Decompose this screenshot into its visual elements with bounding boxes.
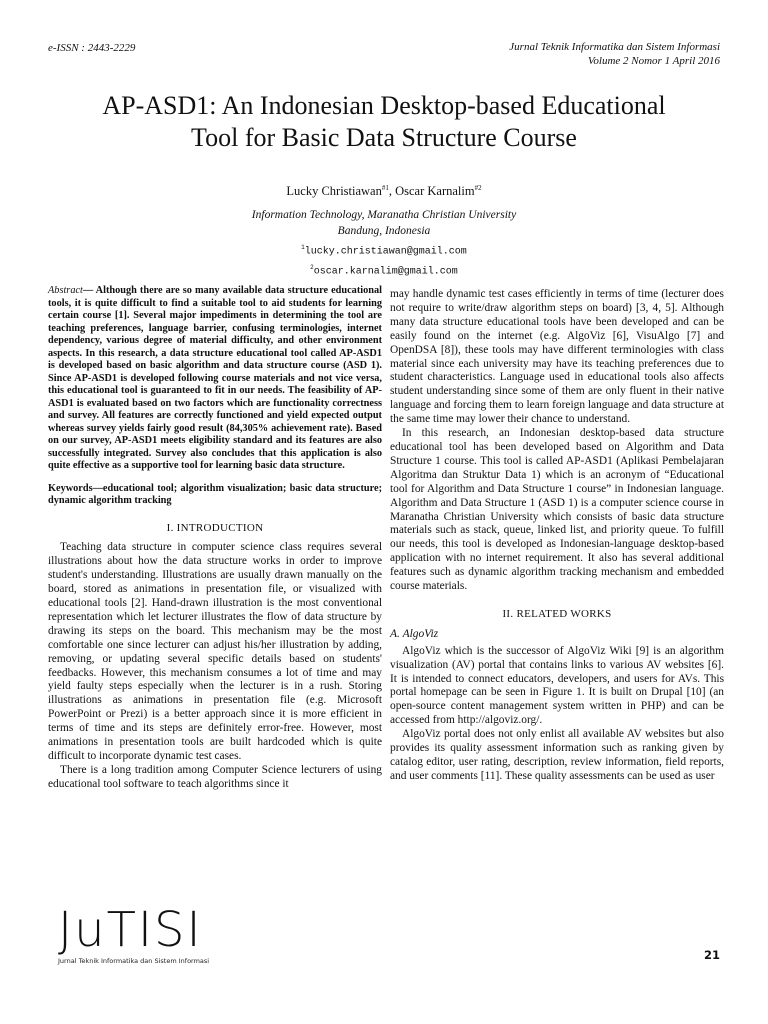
email-1-sup: 1	[301, 244, 305, 251]
intro-paragraph-2: There is a long tradition among Computer Science lecturers of using educational tool software to teach algorithms since it	[48, 763, 382, 790]
title-line-2: Tool for Basic Data Structure Course	[191, 123, 577, 152]
journal-name: Jurnal Teknik Informatika dan Sistem Informasi	[509, 41, 720, 53]
left-column	[48, 285, 382, 792]
page-number: 21	[703, 948, 720, 962]
journal-volume: Volume 2 Nomor 1 April 2016	[587, 55, 720, 67]
author-2: Oscar Karnalim	[395, 184, 475, 199]
right-paragraph-1: may handle dynamic test cases efficiently in terms of time (lecturer does not require to write/draw algorithm steps on board) [3, 4, 5]. Although many data structure educational tools have been developed and can be easily found on the internet (e.g. AlgoViz [6], VisuAlgo [7] and OpenDSA [8]), these tools may have different terminologies with class material since each university may have its teaching preferences due to student characteristics. Language used in educational tools also affects student understanding since some of them are only fluent in their native language and forcing them to learn foreign language and data structure at the same time may lower their chance to understand.	[390, 288, 724, 426]
title-line-1: AP-ASD1: An Indonesian Desktop-based Educational	[102, 91, 666, 120]
section-title-introduction: I. INTRODUCTION	[166, 521, 264, 534]
right-column	[390, 288, 724, 784]
issn-label: e-ISSN : 2443-2229	[48, 42, 136, 54]
email-1[interactable]: lucky.christiawan@gmail.com	[304, 246, 467, 258]
algoviz-paragraph-1: AlgoViz which is the successor of AlgoViz Wiki [9] is an algorithm visualization (AV) portal that contains links to various AV websites [6]. It is intended to connect educators, developers, and users for AVs. This portal homepage can be seen in Figure 1. It is built on Drupal [10] (an open-source content management system written in PHP) and can be accessed from http://algoviz.org/.	[390, 644, 724, 727]
email-2[interactable]: oscar.karnalim@gmail.com	[313, 266, 458, 278]
email-1-row	[0, 240, 768, 260]
logo-subtitle: Jurnal Teknik Informatika dan Sistem Informasi	[58, 957, 210, 965]
author-2-sup: #2	[474, 184, 482, 192]
journal-logo	[58, 902, 210, 965]
paper-title	[40, 90, 728, 154]
keywords: Keywords—educational tool; algorithm visualization; basic data structure; dynamic algorithm tracking	[48, 482, 382, 506]
author-separator: ,	[388, 184, 396, 199]
author-1-sup: #1	[381, 184, 389, 192]
email-2-row	[0, 260, 768, 280]
intro-paragraph-1: Teaching data structure in computer science class requires several illustrations about how the data structure works in order to improve student's understanding. Illustrations are usually drawn manually on the board, stored as animations in presentation file, or visualized with educational tools [2]. Hand-drawn illustration is the most conventional representation which let lecturer illustrates the flow of data structure by drawing its steps on the board. This mechanism may be the most comfortable one since lecturer can adjust his/her illustration by adding, removing, or updating several specific details based on students' feedbacks. However, this mechanism consumes a lot of time and may yield faulty steps especially when the lecturer is in a rush. Storing illustrations as animations in presentation file (e.g. Microsoft PowerPoint or Prezi) is a better approach since it is more efficient in terms of time and its steps are definitely error-free. However, most animations in presentation tools are built hardcoded which is quite difficult to incorporate dynamic test cases.	[48, 541, 382, 762]
affiliation-institution: Information Technology, Maranatha Christian University	[251, 209, 517, 221]
right-paragraph-2: In this research, an Indonesian desktop-based data structure educational tool has been developed based on Algorithm and Data Structure 1 course. This tool is called AP-ASD1 (Aplikasi Pembelajaran Algoritma dan Struktur Data 1) which is an acronym of “Educational tool for Algorithm and Data Structure 1 course” in Indonesian language. Algorithm and Data Structure 1 (ASD 1) is a computer science course in Maranatha Christian University which consists of basic data structure materials such as stack, queue, linked list, and priority queue. To fulfill our needs, this tool is developed as Indonesian-language desktop-based application with no internet requirement. It also has several additional features such as dynamic algorithm tracking mechanism and embedded course materials.	[390, 427, 724, 593]
algoviz-paragraph-2: AlgoViz portal does not only enlist all available AV websites but also provides its quality assessment information such as ranking given by catalog editor, user rating, description, review information, field reports, and user comments [11]. These quality assessments can be used as user	[390, 728, 724, 782]
emails	[0, 240, 768, 281]
email-2-sup: 2	[310, 264, 314, 272]
abstract	[48, 285, 382, 473]
abstract-text: — Although there are so many available data structure educational tools, it is quite difficult to find a suitable tool to aid students for learning certain course [1]. Several major impediments in determining the tool are teaching preferences, language barrier, confusing terminologies, internet dependency, various degree of material difficulty, and other environment aspects. In this research, a data structure educational tool called AP-ASD1 is developed based on basic algorithm and data structure course (ASD 1). Since AP-ASD1 is developed following course materials and not vice versa, this educational tool is guaranteed to fit in our needs. The feasibility of AP-ASD1 is evaluated based on two factors which are functionality correctness and survey. All features are correctly functioned and yield expected output whereas survey yields fairly good result (84,305% achievement rate). Based on our survey, AP-ASD1 meets eligibility standard and its features are also successfully integrated. Survey also concludes that this application is also quite effective as a supportive tool for learning basic data structure.	[48, 285, 382, 471]
journal-header	[509, 40, 720, 68]
authors	[0, 184, 768, 199]
affiliation	[0, 207, 768, 239]
abstract-label: Abstract	[48, 285, 83, 296]
subsection-title-algoviz: A. AlgoViz	[390, 627, 439, 640]
affiliation-city: Bandung, Indonesia	[337, 225, 431, 237]
author-1: Lucky Christiawan	[286, 184, 382, 199]
logo-text: JuTISI	[58, 902, 203, 958]
section-title-related-works: II. RELATED WORKS	[502, 607, 612, 620]
